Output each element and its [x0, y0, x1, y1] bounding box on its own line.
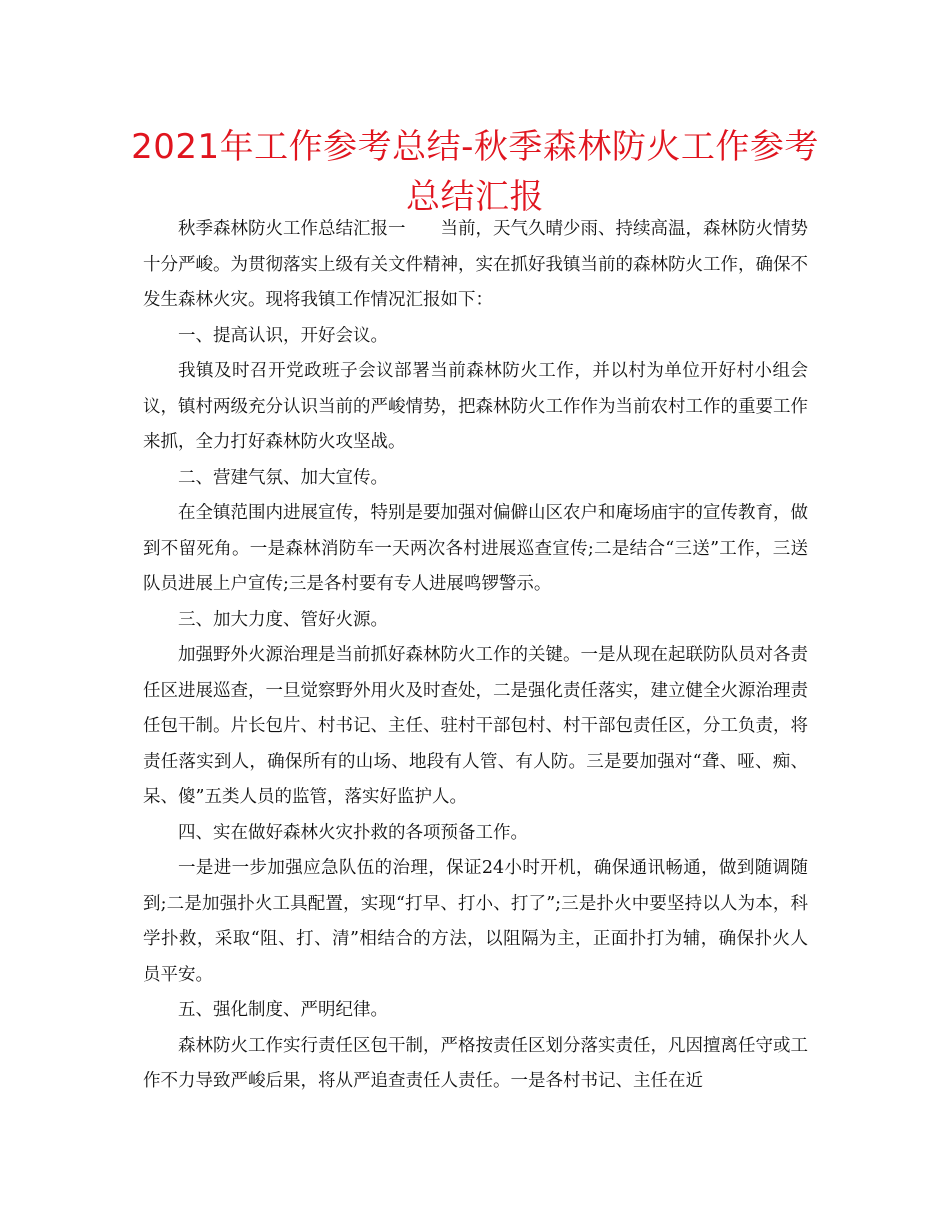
- paragraph-section-2: 在全镇范围内进展宣传，特别是要加强对偏僻山区农户和庵场庙宇的宣传教育，做到不留死角。一是森林消防车一天两次各村进展巡查宣传;二是结合“三送”工作，三送队员进展上户宣传;三是各村要有专人进展鸣锣警示。: [143, 503, 808, 594]
- section-heading-3: 三、加大力度、管好火源。: [178, 609, 388, 630]
- document-body: [143, 212, 808, 1100]
- section-heading-1: 一、提高认识，开好会议。: [178, 325, 388, 346]
- paragraph-intro: 秋季森林防火工作总结汇报一 当前，天气久晴少雨、持续高温，森林防火情势十分严峻。为贯彻落实上级有关文件精神，实在抓好我镇当前的森林防火工作，确保不发生森林火灾。现将我镇工作情况汇报如下：: [143, 219, 808, 310]
- document-title: 2021年工作参考总结-秋季森林防火工作参考总结汇报: [131, 127, 819, 217]
- section-heading-5: 五、强化制度、严明纪律。: [178, 1000, 388, 1020]
- paragraph-section-5: 森林防火工作实行责任区包干制，严格按责任区划分落实责任，凡因擅离任守或工作不力导致严峻后果，将从严追查责任人责任。一是各村书记、主任在近: [143, 1035, 808, 1091]
- paragraph-section-3: 加强野外火源治理是当前抓好森林防火工作的关键。一是从现在起联防队员对各责任区进展巡查，一旦觉察野外用火及时查处，二是强化责任落实，建立健全火源治理责任包干制。片长包片、村书记、主任、驻村干部包村、村干部包责任区，分工负责，将责任落实到人，确保所有的山场、地段有人管、有人防。三是要加强对“聋、哑、痴、呆、傻”五类人员的监管，落实好监护人。: [143, 645, 808, 807]
- section-heading-4: 四、实在做好森林火灾扑救的各项预备工作。: [178, 822, 528, 843]
- paragraph-section-1: 我镇及时召开党政班子会议部署当前森林防火工作，并以村为单位开好村小组会议，镇村两级充分认识当前的严峻情势，把森林防火工作作为当前农村工作的重要工作来抓，全力打好森林防火攻坚战。: [143, 361, 808, 452]
- paragraph-section-4: 一是进一步加强应急队伍的治理，保证24小时开机，确保通讯畅通，做到随调随到;二是加强扑火工具配置，实现“打早、打小、打了”;三是扑火中要坚持以人为本，科学扑救，采取“阻、打、清”相结合的方法，以阻隔为主，正面扑打为辅，确保扑火人员平安。: [143, 858, 808, 985]
- section-heading-2: 二、营建气氛、加大宣传。: [178, 467, 388, 488]
